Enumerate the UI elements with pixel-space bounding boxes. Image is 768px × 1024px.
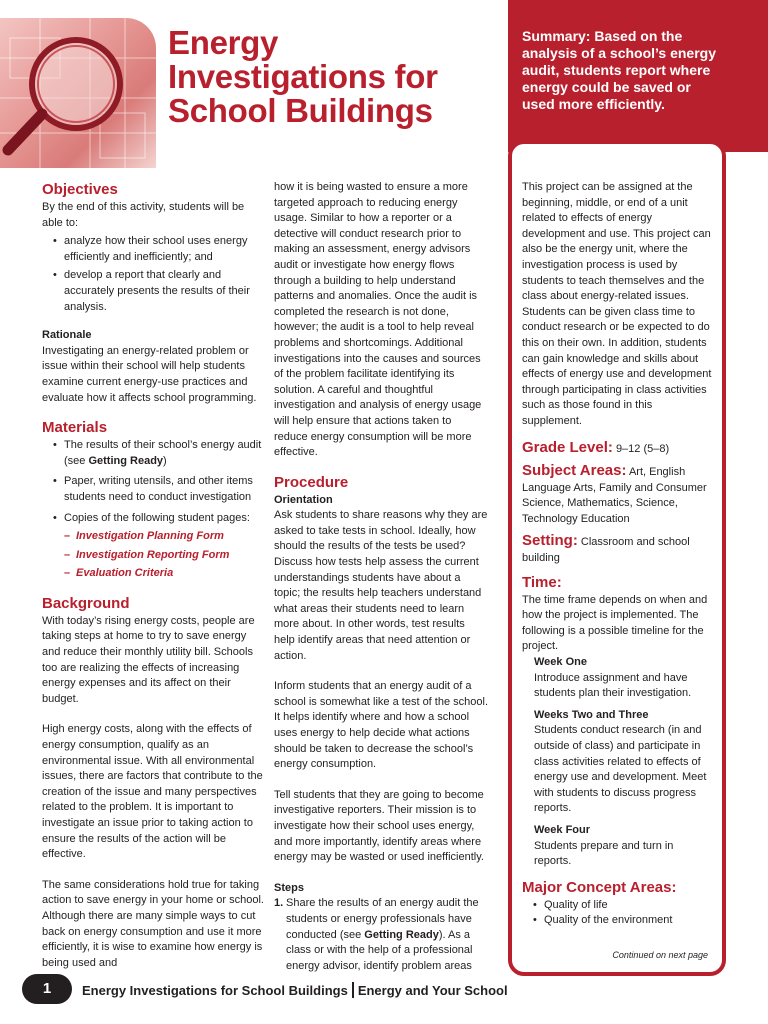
background-paragraph: The same considerations hold true for taking action to save energy in your home or school. Although there are many simple ways to cut back on energy consumption and use it more efficiently, it is wise to examine how energy is being used and [42,878,264,969]
objectives-bullet: • analyze how their school uses energy efficiently and inefficiently; and [42,234,264,265]
column-left [42,180,264,971]
materials-bullet: • The results of their school’s energy audit (see Getting Ready) [42,438,264,469]
materials-bullet: • Paper, writing utensils, and other items students need to conduct investigation [42,474,264,505]
orientation-paragraph: Inform students that an energy audit of a school is somewhat like a test of the school. It helps identify where and how a school uses energy to help decide what actions should be taken to decrease the school’s energy consumption. [274,680,488,771]
footer-divider [352,982,354,998]
timeline-week: Week One Introduce assignment and have students plan their investigation. [534,656,692,700]
objectives-intro: By the end of this activity, students will be able to: [42,201,245,229]
student-page-link: – Investigation Planning Form [42,529,264,545]
background-paragraph: With today’s rising energy costs, people are taking steps at home to try to save energy and reduce their monthly utility bill. Schools too are realizing the effects of increasing energy expenses and its affect on their budget. [42,614,255,705]
background-continued: how it is being wasted to ensure a more targeted approach to reducing energy usage. Similar to how a reporter or a detective will conduct research prior to making an assessment, energy advisors audit or investigate how energy flows through a building to help understand patterns and anomalies. Once the audit is completed the research is not done, however; the audit is a tool to help reveal problems and shortcomings. Additional investigations into the causes and sources of the problem facilitate identifying its solution. A careful and thoughtful investigation and analysis of energy usage will help ensure that actions taken to reduce energy consumption will be more effective. [274,181,482,459]
column-middle [274,180,488,974]
page-title: Energy Investigations for School Buildings [168,24,438,129]
objectives-heading: Objectives [42,181,118,198]
summary-text: Summary: Based on the analysis of a school’s energy audit, students report where energy could be saved or used more efficiently. [522,28,717,112]
page-number: 1 [22,974,72,1004]
footer-title: Energy Investigations for School Buildings Energy and Your School [82,983,508,998]
subject-areas: Subject Areas: Art, English Language Arts, Family and Consumer Science, Mathematics, Science, Technology Education [522,462,707,525]
background-paragraph: High energy costs, along with the effects of energy consumption, qualify as an environmental issue. With all environmental issues, there are factors that contribute to the creation of the issue and many perspectives related to the problem. It is important to investigate an issue prior to taking action to ensure the results of the action will be effective. [42,723,263,861]
orientation-heading: Orientation [274,493,333,506]
rationale-heading: Rationale [42,329,92,342]
concept-item: • Quality of life [522,898,712,914]
time-intro: The time frame depends on when and how the project is implemented. The following is a possible timeline for the project. [522,593,708,653]
steps-heading: Steps [274,881,304,894]
sidebar-intro: This project can be assigned at the beginning, middle, or end of a unit related to effects of energy development and use. This project can also be the energy unit, where the investigation process is used by students to teach themselves and the class about energy-related issues. Students can be given class time to conduct research or be expected to do this on their own. In addition, students can gain knowledge and skills about effects of energy use and development through participating in class activities such as those found in this supplement. [522,181,712,427]
setting: Setting: Classroom and school building [522,532,690,565]
timeline-week: Week Four Students prepare and turn in reports. [534,823,674,868]
step-item: 1. Share the results of an energy audit the students or energy professionals have conducted (see Getting Ready). As a class or with the help of a professional energy advisor, identify problem areas [274,897,479,972]
timeline-week: Weeks Two and Three Students conduct research (in and outside of class) and participate in class activities related to effects of energy use and development. Meet with students to discuss progress reports. [534,708,707,815]
magnifying-glass-blueprint-icon [0,18,156,168]
concept-item: • Quality of the environment [522,913,712,929]
procedure-heading: Procedure [274,473,349,491]
orientation-paragraph: Ask students to share reasons why they are asked to take tests in school. Ideally, how should the results of the tests be used? Discuss how tests help assess the current understandings students have about a topic; the results help teachers understand what areas their students need to learn more about. In other words, test results help identify areas that need attention or action. [274,509,488,662]
time-heading: Time: [522,573,562,591]
materials-bullet: • Copies of the following student pages: [42,511,264,527]
student-page-link: – Evaluation Criteria [42,566,264,582]
continued-note: Continued on next page [612,950,708,960]
rationale-text: Investigating an energy-related problem or issue within their school will help students examine current energy-use practices and evaluate how it affects school programming. [42,344,257,404]
concepts-heading: Major Concept Areas: [522,878,677,896]
grade-level: Grade Level: 9–12 (5–8) [522,438,670,456]
orientation-paragraph: Tell students that they are going to become investigative reporters. Their mission is to investigate how their school uses energy, and more importantly, identify areas where energy may be wasted or used inefficiently. [274,788,484,864]
sidebar-content [522,180,712,929]
objectives-bullet: • develop a report that clearly and accurately presents the results of their analysis. [42,268,264,315]
materials-heading: Materials [42,419,108,437]
background-heading: Background [42,594,130,612]
student-page-link: – Investigation Reporting Form [42,548,264,564]
